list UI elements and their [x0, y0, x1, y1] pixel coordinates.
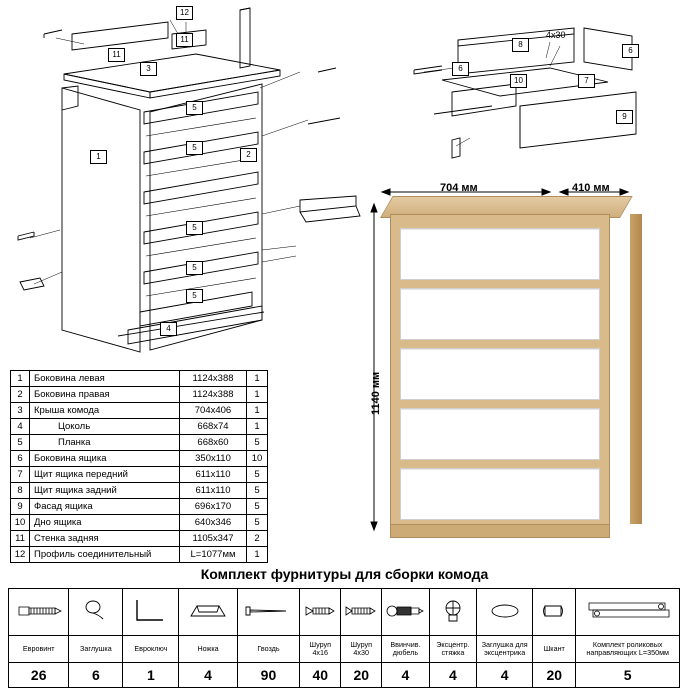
- hardware-name: Шкант: [533, 636, 576, 663]
- hardware-count: 6: [69, 663, 123, 688]
- part-size: 668х74: [180, 419, 247, 435]
- width-dimension: 704 мм: [440, 182, 478, 194]
- callout-8: 8: [512, 38, 529, 52]
- shkant-icon: [533, 589, 576, 636]
- hardware-name: Ввинчив. дюбель: [382, 636, 429, 663]
- hardware-name: Эксцентр. стяжка: [429, 636, 476, 663]
- part-qty: 5: [247, 515, 268, 531]
- hardware-name: Заглушка для эксцентрика: [477, 636, 533, 663]
- label-4x30: 4x30: [546, 30, 566, 40]
- roller-guides-icon: [576, 589, 680, 636]
- hardware-name: Евровинт: [9, 636, 69, 663]
- hardware-name: Шуруп 4х30: [341, 636, 382, 663]
- screw-4x16-icon: [300, 589, 341, 636]
- part-size: 611х110: [180, 467, 247, 483]
- callout-9: 9: [616, 110, 633, 124]
- part-qty: 1: [247, 387, 268, 403]
- callout-5-b: 5: [186, 141, 203, 155]
- part-size: 640х346: [180, 515, 247, 531]
- hardware-count: 1: [123, 663, 179, 688]
- part-qty: 1: [247, 371, 268, 387]
- table-row: [11, 419, 268, 435]
- hardware-count: 20: [533, 663, 576, 688]
- depth-dimension: 410 мм: [572, 182, 610, 194]
- hardware-counts-row: [9, 663, 680, 688]
- parts-table: [10, 370, 268, 563]
- hardware-count: 4: [477, 663, 533, 688]
- part-size: L=1077мм: [180, 547, 247, 563]
- table-row: [11, 387, 268, 403]
- part-qty: 1: [247, 547, 268, 563]
- part-name: Дно ящика: [30, 515, 180, 531]
- hardware-name: Заглушка: [69, 636, 123, 663]
- hardware-name: Ножка: [179, 636, 237, 663]
- table-row: [11, 483, 268, 499]
- eccentric-cap-icon: [477, 589, 533, 636]
- part-name: Щит ящика передний: [30, 467, 180, 483]
- cabinet-line-art: [0, 0, 380, 365]
- callout-4: 4: [160, 322, 177, 336]
- part-no: 4: [11, 419, 30, 435]
- table-row: [11, 531, 268, 547]
- part-size: 696х170: [180, 499, 247, 515]
- part-no: 7: [11, 467, 30, 483]
- callout-12: 12: [176, 6, 193, 20]
- part-size: 704х406: [180, 403, 247, 419]
- callout-5-a: 5: [186, 101, 203, 115]
- callout-11-a: 11: [108, 48, 125, 62]
- callout-2: 2: [240, 148, 257, 162]
- nail-icon: [237, 589, 300, 636]
- callout-10: 10: [510, 74, 527, 88]
- part-qty: 5: [247, 499, 268, 515]
- drawer-line-art: [400, 6, 680, 176]
- part-qty: 5: [247, 435, 268, 451]
- handle-icon: [179, 589, 237, 636]
- part-no: 9: [11, 499, 30, 515]
- hardware-name: Шуруп 4х16: [300, 636, 341, 663]
- hardware-name: Комплект роликовых направляющих L=350мм: [576, 636, 680, 663]
- part-qty: 5: [247, 483, 268, 499]
- part-size: 611х110: [180, 483, 247, 499]
- part-size: 1105х347: [180, 531, 247, 547]
- euro-key-icon: [123, 589, 179, 636]
- part-no: 11: [11, 531, 30, 547]
- callout-1: 1: [90, 150, 107, 164]
- height-dimension: 1140 мм: [370, 371, 382, 415]
- part-name: Щит ящика задний: [30, 483, 180, 499]
- callout-3: 3: [140, 62, 157, 76]
- screw-4x30-icon: [341, 589, 382, 636]
- hardware-count: 4: [179, 663, 237, 688]
- hardware-icons-row: [9, 589, 680, 636]
- table-row: [11, 403, 268, 419]
- part-size: 1124х388: [180, 371, 247, 387]
- part-size: 668х60: [180, 435, 247, 451]
- hardware-title: Комплект фурнитуры для сборки комода: [200, 566, 489, 582]
- hardware-names-row: [9, 636, 680, 663]
- part-no: 6: [11, 451, 30, 467]
- parts-table-body: [11, 371, 268, 563]
- hardware-count: 4: [382, 663, 429, 688]
- table-row: [11, 451, 268, 467]
- part-qty: 1: [247, 419, 268, 435]
- callout-5-c: 5: [186, 221, 203, 235]
- part-qty: 2: [247, 531, 268, 547]
- dimension-lines: [360, 172, 680, 542]
- part-no: 2: [11, 387, 30, 403]
- hardware-count: 90: [237, 663, 300, 688]
- part-size: 350х110: [180, 451, 247, 467]
- part-name: Боковина ящика: [30, 451, 180, 467]
- eccentric-icon: [429, 589, 476, 636]
- hardware-name: Евроключ: [123, 636, 179, 663]
- table-row: [11, 371, 268, 387]
- dowel-icon: [382, 589, 429, 636]
- callout-11-b: 11: [176, 33, 193, 47]
- part-name: Боковина правая: [30, 387, 180, 403]
- callout-5-d: 5: [186, 261, 203, 275]
- part-no: 5: [11, 435, 30, 451]
- table-row: [11, 467, 268, 483]
- part-name: Профиль соединительный: [30, 547, 180, 563]
- hardware-count: 20: [341, 663, 382, 688]
- cap-icon: [69, 589, 123, 636]
- part-name: Фасад ящика: [30, 499, 180, 515]
- table-row: [11, 547, 268, 563]
- hardware-table: [8, 588, 680, 688]
- hardware-name: Гвоздь: [237, 636, 300, 663]
- part-size: 1124х388: [180, 387, 247, 403]
- part-name: Цоколь: [30, 419, 180, 435]
- table-row: [11, 515, 268, 531]
- part-name: Стенка задняя: [30, 531, 180, 547]
- part-no: 1: [11, 371, 30, 387]
- part-no: 3: [11, 403, 30, 419]
- callout-6-a: 6: [622, 44, 639, 58]
- part-name: Боковина левая: [30, 371, 180, 387]
- part-qty: 10: [247, 451, 268, 467]
- callout-6-b: 6: [452, 62, 469, 76]
- callout-7: 7: [578, 74, 595, 88]
- table-row: [11, 499, 268, 515]
- part-qty: 1: [247, 403, 268, 419]
- hardware-count: 4: [429, 663, 476, 688]
- part-no: 12: [11, 547, 30, 563]
- hardware-count: 26: [9, 663, 69, 688]
- callout-5-e: 5: [186, 289, 203, 303]
- hardware-count: 5: [576, 663, 680, 688]
- part-name: Планка: [30, 435, 180, 451]
- euro-screw-icon: [9, 589, 69, 636]
- part-qty: 5: [247, 467, 268, 483]
- hardware-count: 40: [300, 663, 341, 688]
- part-no: 10: [11, 515, 30, 531]
- table-row: [11, 435, 268, 451]
- part-name: Крыша комода: [30, 403, 180, 419]
- part-no: 8: [11, 483, 30, 499]
